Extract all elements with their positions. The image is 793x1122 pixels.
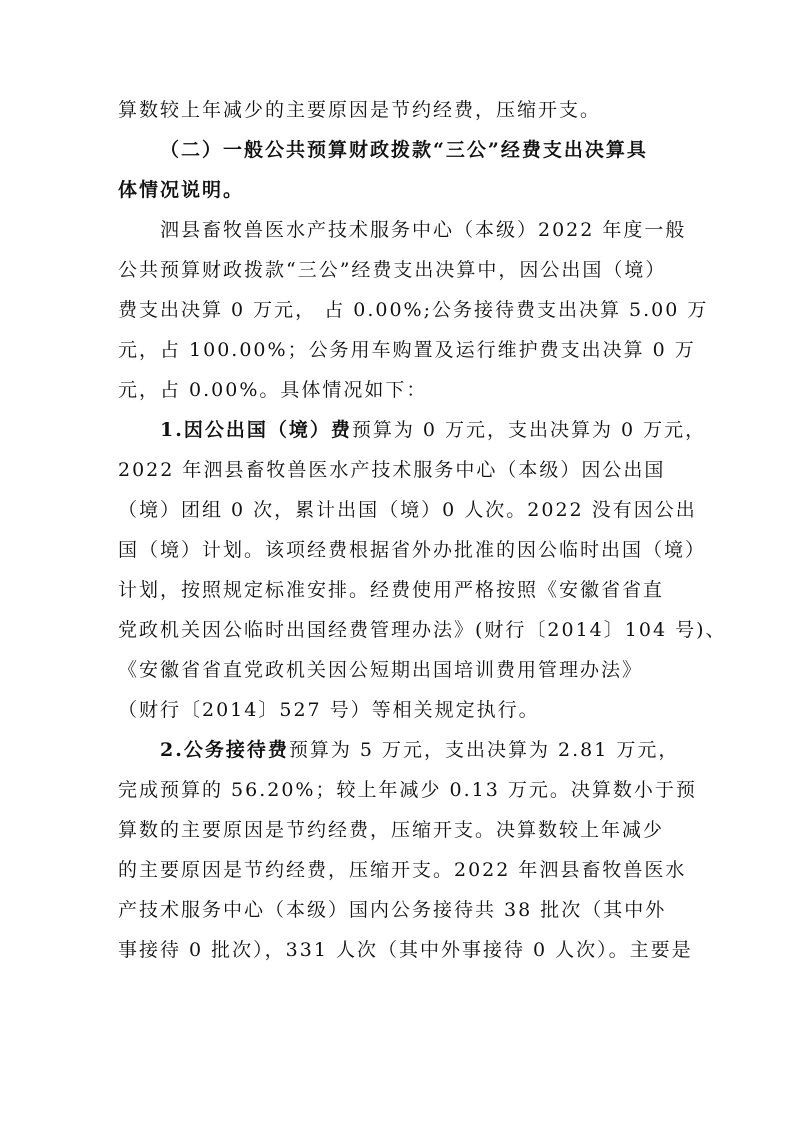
section-heading: （二）一般公共预算财政拨款“三公”经费支出决算具 xyxy=(160,139,648,161)
paragraph-line: 算数的主要原因是节约经费，压缩开支。决算数较上年减少 xyxy=(118,819,665,841)
paragraph-line: （境）团组 0 次，累计出国（境）0 人次。2022 没有因公出 xyxy=(118,499,697,521)
paragraph-line: 国（境）计划。该项经费根据省外办批准的因公临时出国（境） xyxy=(118,539,707,561)
paragraph-line: 党政机关因公临时出国经费管理办法》(财行〔2014〕104 号)、 xyxy=(118,619,727,641)
document-page xyxy=(118,90,727,970)
paragraph-line: 计划，按照规定标准安排。经费使用严格按照《安徽省省直 xyxy=(118,579,665,601)
paragraph-line: 费支出决算 0 万元， 占 0.00%;公务接待费支出决算 5.00 万 xyxy=(118,299,709,321)
paragraph-line: 完成预算的 56.20%；较上年减少 0.13 万元。决算数小于预 xyxy=(118,779,697,801)
item-2-line xyxy=(118,730,678,770)
item-1-text: 预算为 0 万元，支出决算为 0 万元， xyxy=(351,419,707,441)
paragraph-line: 元，占 100.00%；公务用车购置及运行维护费支出决算 0 万 xyxy=(118,339,696,361)
paragraph-line: （财行〔2014〕527 号）等相关规定执行。 xyxy=(118,699,540,721)
paragraph-line: 《安徽省省直党政机关因公短期出国培训费用管理办法》 xyxy=(118,659,644,681)
item-1-line xyxy=(118,410,707,450)
paragraph-line: 泗县畜牧兽医水产技术服务中心（本级）2022 年度一般 xyxy=(160,219,687,241)
paragraph-line: 元，占 0.00%。具体情况如下： xyxy=(118,379,428,401)
paragraph-line: 事接待 0 批次），331 人次（其中外事接待 0 人次）。主要是 xyxy=(118,939,693,961)
paragraph-line: 的主要原因是节约经费，压缩开支。2022 年泗县畜牧兽医水 xyxy=(118,859,687,881)
paragraph-line: 公共预算财政拨款“三公”经费支出决算中，因公出国（境） xyxy=(118,259,667,281)
paragraph-line: 算数较上年减少的主要原因是节约经费，压缩开支。 xyxy=(118,99,602,121)
section-heading-continued: 体情况说明。 xyxy=(118,179,245,201)
paragraph-line: 产技术服务中心（本级）国内公务接待共 38 批次（其中外 xyxy=(118,899,667,921)
item-2-heading: 2.公务接待费 xyxy=(160,739,289,761)
item-1-heading: 1.因公出国（境）费 xyxy=(160,419,352,441)
item-2-text: 预算为 5 万元，支出决算为 2.81 万元， xyxy=(288,739,680,761)
paragraph-line: 2022 年泗县畜牧兽医水产技术服务中心（本级）因公出国 xyxy=(118,459,666,481)
